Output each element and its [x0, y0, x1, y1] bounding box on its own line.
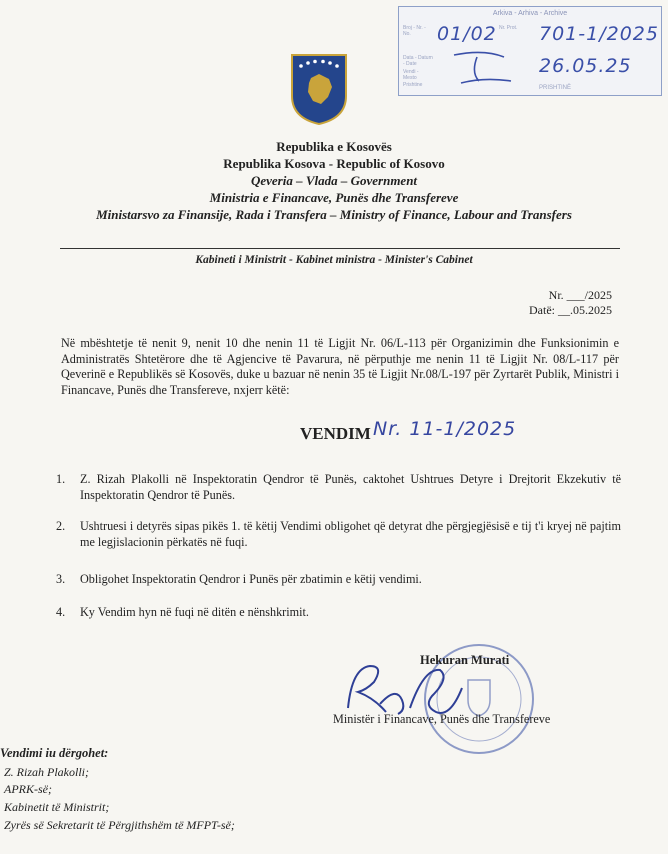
- stamp-label: Vendi - Mesto: [403, 69, 419, 81]
- distribution-recipient: Z. Rizah Plakolli;: [4, 765, 89, 779]
- item-number: 1.: [56, 472, 66, 486]
- header-government: Qeveria – Vlada – Government: [250, 173, 418, 188]
- reference-number: Nr. ___/2025: [548, 288, 612, 302]
- signer-title: Ministër i Financave, Punës dhe Transfereve: [333, 712, 551, 726]
- item-text: Ky Vendim hyn në fuqi në ditën e nënshkrimit.: [80, 605, 309, 619]
- decision-item: [56, 472, 621, 503]
- header-republic-serbian-english: Republika Kosova - Republic of Kosovo: [223, 156, 445, 171]
- item-text: Z. Rizah Plakolli në Inspektoratin Qendror të Punës, caktohet Ushtrues Detyre i Drejtorit Ekzekutiv të Inspektoratin Qendror të Punës.: [80, 472, 621, 502]
- cabinet-line: Kabineti i Ministrit - Kabinet ministra - Minister's Cabinet: [195, 254, 473, 266]
- distribution-title: Vendimi iu dërgohet:: [0, 746, 109, 760]
- decision-handwritten-number: Nr. 11-1/2025: [373, 418, 517, 440]
- preamble-paragraph: Në mbështetje të nenit 9, nenit 10 dhe nenin 11 të Ligjit Nr. 06/L-113 për Organizimin dhe Funksionimin e Administratës Shtetërore dhe të Agjencive të Pavarura, në përputhje me nenin 11 të Ligjit Nr. 08/L-117 për Qeverinë e Republikës së Kosovës, duke u bazuar në nenin 35 të Ligjit Nr.08/L-197 për Zyrtarët Publik, Ministri i Financave, Punës dhe Transfereve, nxjerr këtë:: [61, 336, 619, 397]
- stamp-label: Data - Datum - Date: [403, 55, 433, 67]
- distribution-recipient: Kabinetit të Ministrit;: [4, 800, 110, 814]
- item-number: 4.: [56, 605, 66, 619]
- stamp-header: Arkiva - Arhiva - Archive: [492, 10, 568, 17]
- item-number: 2.: [56, 519, 66, 533]
- signer-name: Hekuran Murati: [420, 653, 510, 667]
- header-republic-albanian: Republika e Kosovës: [276, 139, 392, 154]
- kosovo-coat-of-arms-icon: [289, 52, 349, 126]
- item-text: Obligohet Inspektoratin Qendror i Punës për zbatimin e këtij vendimi.: [80, 572, 422, 586]
- stamp-label: Prishtine: [403, 82, 423, 88]
- header-ministry-serbian-english: Ministarsvo za Finansije, Rada i Transfera – Ministry of Finance, Labour and Transfers: [96, 207, 572, 222]
- distribution-recipient: Zyrës së Sekretarit të Përgjithshëm të MFPT-së;: [4, 818, 235, 832]
- item-text: Ushtruesi i detyrës sipas pikës 1. të këtij Vendimi obligohet që detyrat dhe përgjegjësisë e tij t'i kryej në pajtim me legjislacionin përkatës në fuqi.: [80, 519, 621, 549]
- decision-item: [56, 605, 621, 621]
- header-divider: [60, 248, 620, 249]
- item-number: 3.: [56, 572, 66, 586]
- stamp-number: 01/02: [437, 23, 497, 45]
- stamp-label: Nr. Prot.: [499, 25, 518, 31]
- decision-item: [56, 519, 621, 550]
- stamp-place: PRISHTINË: [539, 85, 572, 91]
- stamp-protocol: 701-1/2025: [539, 23, 659, 45]
- stamp-date: 26.05.25: [539, 55, 632, 77]
- decision-item: [56, 572, 621, 588]
- registry-stamp: [398, 6, 662, 96]
- stamp-label: Broj - Nr. - No.: [403, 25, 426, 37]
- stamp-scribble: [449, 47, 519, 87]
- reference-date: Datë: __.05.2025: [529, 303, 612, 317]
- decision-title: VENDIM: [300, 424, 371, 443]
- header-ministry-albanian: Ministria e Financave, Punës dhe Transfereve: [209, 190, 459, 205]
- distribution-recipient: APRK-së;: [4, 782, 52, 796]
